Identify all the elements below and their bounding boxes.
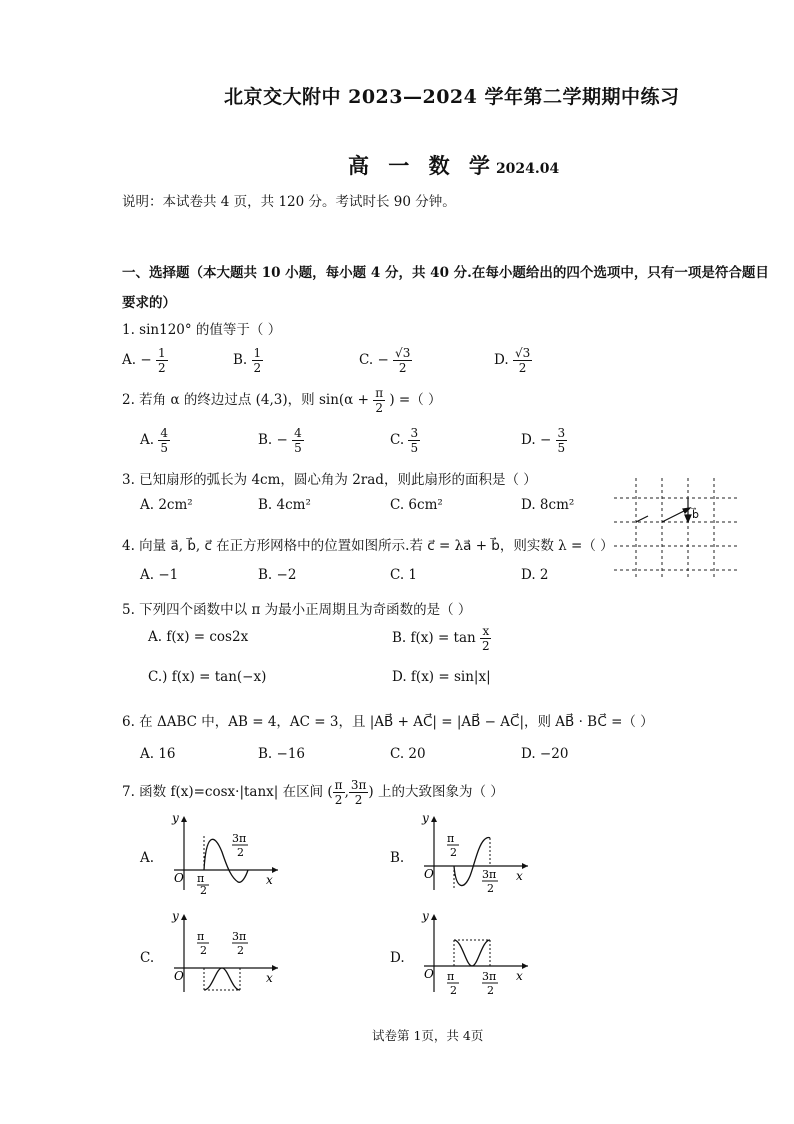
denominator: 2: [253, 361, 262, 375]
numerator: x: [482, 624, 490, 638]
q6-option-b[interactable]: B. −16: [258, 746, 305, 762]
q5-option-a[interactable]: A. f(x) = cos2x: [148, 629, 249, 645]
denominator: 2: [334, 793, 343, 807]
q2-stem: [122, 386, 442, 415]
option-label: A.: [140, 432, 155, 448]
q7-stem-end: ) 上的大致图象为（ ）: [368, 784, 504, 800]
numerator: √3: [395, 346, 411, 360]
q7-stem-start: 7. 函数 f(x)=cosx·|tanx| 在区间 (: [122, 784, 333, 800]
numerator: 1: [253, 346, 262, 360]
numerator: π: [375, 386, 384, 400]
denominator: 5: [160, 441, 168, 455]
q3-option-a[interactable]: A. 2cm²: [140, 497, 193, 513]
denominator: 2: [354, 793, 363, 807]
fraction: [513, 346, 532, 375]
vector-a-line: [636, 516, 648, 522]
q7-option-a-label[interactable]: A.: [140, 850, 155, 866]
den-label: 2: [200, 944, 207, 957]
q4-stem: 4. 向量 a⃗, b⃗, c⃗ 在正方形网格中的位置如图所示.若 c⃗ = λa⃗ + b⃗，则实数 λ =（ ）: [122, 538, 614, 554]
three-pi-label: 3π: [482, 868, 497, 881]
pi-label: π: [197, 872, 205, 885]
origin-label: O: [174, 871, 184, 885]
option-sign: −: [539, 432, 552, 448]
vector-grid-figure: [612, 472, 744, 584]
vector-b-arrowhead: [685, 515, 691, 522]
option-label: C.: [390, 432, 405, 448]
three-pi-label: 3π: [232, 930, 247, 943]
vector-b-label: b⃗: [692, 508, 699, 521]
q6-option-d[interactable]: D. −20: [521, 746, 569, 762]
option-sign: −: [140, 352, 152, 368]
den-label: 2: [237, 846, 244, 859]
axis-x-label: x: [516, 969, 523, 983]
fraction: [349, 778, 369, 807]
numerator: 1: [157, 346, 166, 360]
q3-option-d[interactable]: D. 8cm²: [521, 497, 575, 513]
q4-option-b[interactable]: B. −2: [258, 567, 297, 583]
three-pi-label: 3π: [232, 832, 247, 845]
pi-label: π: [447, 832, 455, 845]
pi-label: π: [197, 930, 205, 943]
q7-graph-b[interactable]: [412, 812, 532, 894]
q3-stem: 3. 已知扇形的弧长为 4cm，圆心角为 2rad，则此扇形的面积是（ ）: [122, 472, 537, 488]
origin-label: O: [424, 867, 434, 881]
q7-option-b-label[interactable]: B.: [390, 850, 405, 866]
q7-graph-a[interactable]: [162, 812, 282, 894]
origin-label: O: [424, 967, 434, 981]
option-sign: −: [377, 352, 389, 368]
q2-stem-end: ) =（ ）: [389, 392, 442, 408]
numerator: 3π: [350, 778, 367, 792]
fraction: [556, 426, 568, 455]
q2-option-d[interactable]: [521, 426, 567, 455]
q4-option-a[interactable]: A. −1: [140, 567, 179, 583]
three-pi-label: 3π: [482, 970, 497, 983]
denominator: 2: [157, 361, 166, 375]
q1-option-a[interactable]: [122, 346, 168, 375]
den-label: 2: [450, 984, 457, 996]
den-label: 2: [487, 984, 494, 996]
axis-y-label: y: [422, 812, 429, 825]
q2-option-c[interactable]: [390, 426, 420, 455]
exam-instructions: 说明：本试卷共 4 页，共 120 分。考试时长 90 分钟。: [122, 194, 456, 210]
q4-option-d[interactable]: D. 2: [521, 567, 549, 583]
pi-label: π: [447, 970, 455, 983]
denominator: 5: [557, 441, 566, 455]
axis-y-label: y: [172, 910, 179, 923]
q5-option-c[interactable]: C.) f(x) = tan(−x): [148, 669, 267, 685]
section-heading: 一、选择题（本大题共 10 小题，每小题 4 分，共 40 分.在每小题给出的四个选项中，只有一项是符合题目要求的）: [122, 265, 769, 311]
denominator: 2: [482, 639, 490, 653]
numerator: 3: [410, 426, 419, 440]
axis-x-label: x: [266, 971, 273, 985]
option-label: B.: [258, 432, 273, 448]
q1-option-d[interactable]: [494, 346, 532, 375]
den-label: 2: [450, 846, 457, 859]
fraction: [333, 778, 345, 807]
den-label: 2: [487, 882, 494, 894]
q1-stem: 1. sin120° 的值等于（ ）: [122, 322, 282, 338]
axis-y-label: y: [172, 812, 179, 825]
fraction: [158, 426, 170, 455]
q7-graph-c[interactable]: [162, 910, 282, 996]
q6-stem: 6. 在 ΔABC 中，AB = 4，AC = 3，且 |AB⃗ + AC⃗| = |AB⃗ − AC⃗|，则 AB⃗ · BC⃗ =（ ）: [122, 714, 654, 730]
page-footer: 试卷第 1页，共 4页: [372, 1028, 484, 1043]
q5-option-d[interactable]: D. f(x) = sin|x|: [392, 669, 491, 685]
numerator: π: [334, 778, 343, 792]
q2-option-b[interactable]: [258, 426, 304, 455]
fraction: [408, 426, 420, 455]
fraction: [252, 346, 264, 375]
q7-option-c-label[interactable]: C.: [140, 950, 155, 966]
fraction: [480, 624, 492, 653]
numerator: 3: [557, 426, 566, 440]
q3-option-c[interactable]: C. 6cm²: [390, 497, 443, 513]
axis-x-label: x: [516, 869, 523, 883]
exam-title: 北京交大附中 2023—2024 学年第二学期期中练习: [224, 86, 680, 108]
numerator: 4: [294, 426, 302, 440]
q4-option-c[interactable]: C. 1: [390, 567, 418, 583]
q6-option-c[interactable]: C. 20: [390, 746, 426, 762]
subject-name: 高 一 数 学: [348, 153, 496, 178]
option-label: A.: [122, 352, 137, 368]
option-label: D.: [521, 432, 536, 448]
q7-option-d-label[interactable]: D.: [390, 950, 405, 966]
q3-option-b[interactable]: B. 4cm²: [258, 497, 311, 513]
axis-y-label: y: [422, 910, 429, 923]
q7-graph-d[interactable]: [412, 910, 532, 996]
q7-stem: 7. 函数 f(x)=cosx·|tanx| 在区间 ( $\frac{\pi}{2}$ , $\frac{3\pi}{2}$ ) 上的大致图象为（ ）: [122, 778, 504, 807]
subject-heading: [348, 150, 559, 180]
denominator: 2: [375, 401, 383, 415]
q6-option-a[interactable]: A. 16: [140, 746, 176, 762]
denominator: 2: [398, 361, 407, 375]
option-sign: −: [276, 432, 288, 448]
q1-option-b[interactable]: [233, 346, 263, 375]
denominator: 2: [518, 361, 527, 375]
option-text: B. f(x) = tan: [392, 630, 476, 646]
denominator: 5: [294, 441, 302, 455]
q1-option-c[interactable]: [359, 346, 412, 375]
axis-x-label: x: [266, 873, 273, 887]
option-label: B.: [233, 352, 248, 368]
fraction: [393, 346, 412, 375]
origin-label: O: [174, 969, 184, 983]
den-label: 2: [200, 884, 207, 894]
vector-c-arrowhead: [683, 508, 690, 513]
exam-date: 2024.04: [495, 161, 560, 177]
fraction: [156, 346, 168, 375]
q2-option-a[interactable]: [140, 426, 170, 455]
fraction: [373, 386, 385, 415]
fraction: [292, 426, 304, 455]
numerator: √3: [514, 346, 531, 360]
numerator: 4: [160, 426, 168, 440]
den-label: 2: [237, 944, 244, 957]
option-label: D.: [494, 352, 509, 368]
denominator: 5: [410, 441, 419, 455]
option-label: C.: [359, 352, 374, 368]
q5-stem: 5. 下列四个函数中以 π 为最小正周期且为奇函数的是（ ）: [122, 602, 472, 618]
q5-option-b[interactable]: [392, 624, 492, 653]
q2-stem-start: 2. 若角 α 的终边过点 (4,3)，则 sin(α +: [122, 392, 369, 408]
